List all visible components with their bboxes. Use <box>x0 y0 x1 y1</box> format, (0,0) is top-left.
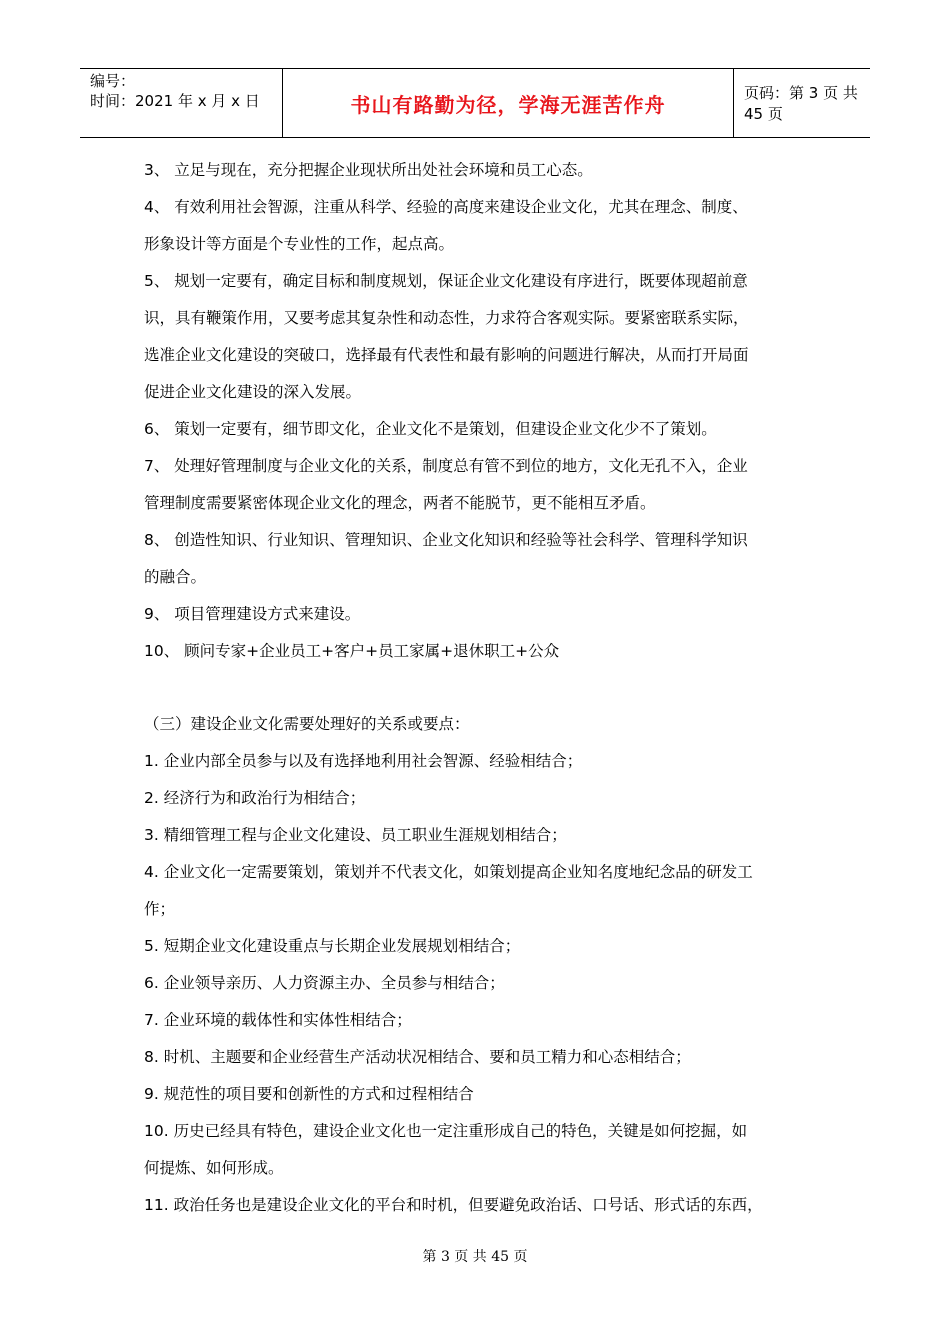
motto-text: 书山有路勤为径，学海无涯苦作舟 <box>350 92 666 117</box>
code-label: 编号： <box>90 72 136 90</box>
text-line: 4、 有效利用社会智源，注重从科学、经验的高度来建设企业文化，尤其在理念、制度、 <box>144 198 748 216</box>
text-line: 10、 顾问专家+企业员工+客户+员工家属+退休职工+公众 <box>144 642 560 660</box>
text-line: 6. 企业领导亲历、人力资源主办、全员参与相结合； <box>144 974 505 992</box>
header-page-info <box>734 69 870 137</box>
document-body <box>144 152 814 1224</box>
text-line: 3、 立足与现在，充分把握企业现状所出处社会环境和员工心态。 <box>144 161 593 179</box>
text-line: 5、 规划一定要有，确定目标和制度规划，保证企业文化建设有序进行，既要体现超前意 <box>144 272 748 290</box>
time-label: 时间：2021 年 x 月 x 日 <box>90 92 260 110</box>
text-line: 选准企业文化建设的突破口，选择最有代表性和最有影响的问题进行解决，从而打开局面 <box>144 346 749 364</box>
text-line: 形象设计等方面是个专业性的工作，起点高。 <box>144 235 455 253</box>
text-line: 何提炼、如何形成。 <box>144 1159 284 1177</box>
page-header <box>80 68 870 138</box>
text-line: 识，具有鞭策作用，又要考虑其复杂性和动态性，力求符合客观实际。要紧密联系实际， <box>144 309 749 327</box>
text-line: 9、 项目管理建设方式来建设。 <box>144 605 361 623</box>
text-line: 2. 经济行为和政治行为相结合； <box>144 789 366 807</box>
text-line: （三）建设企业文化需要处理好的关系或要点： <box>144 715 470 733</box>
text-line: 6、 策划一定要有，细节即文化，企业文化不是策划，但建设企业文化少不了策划。 <box>144 420 717 438</box>
page-footer: 第 3 页 共 45 页 <box>422 1249 528 1265</box>
text-line: 作； <box>144 900 176 918</box>
text-line: 4. 企业文化一定需要策划，策划并不代表文化，如策划提高企业知名度地纪念品的研发工 <box>144 863 753 881</box>
text-line: 7、 处理好管理制度与企业文化的关系，制度总有管不到位的地方，文化无孔不入，企业 <box>144 457 748 475</box>
text-line: 管理制度需要紧密体现企业文化的理念，两者不能脱节，更不能相互矛盾。 <box>144 494 656 512</box>
text-line: 3. 精细管理工程与企业文化建设、员工职业生涯规划相结合； <box>144 826 567 844</box>
text-line: 促进企业文化建设的深入发展。 <box>144 383 362 401</box>
text-line: 11. 政治任务也是建设企业文化的平台和时机，但要避免政治话、口号话、形式话的东西， <box>144 1196 763 1214</box>
text-line: 1. 企业内部全员参与以及有选择地利用社会智源、经验相结合； <box>144 752 583 770</box>
page-info-text: 页码：第 3 页 共 45 页 <box>744 84 858 123</box>
text-line: 8、 创造性知识、行业知识、管理知识、企业文化知识和经验等社会科学、管理科学知识 <box>144 531 748 549</box>
text-line: 7. 企业环境的载体性和实体性相结合； <box>144 1011 412 1029</box>
text-line: 9. 规范性的项目要和创新性的方式和过程相结合 <box>144 1085 474 1103</box>
header-meta <box>80 69 282 137</box>
text-line: 5. 短期企业文化建设重点与长期企业发展规划相结合； <box>144 937 521 955</box>
blank-line <box>144 670 814 706</box>
text-line: 的融合。 <box>144 568 207 586</box>
text-line: 10. 历史已经具有特色，建设企业文化也一定注重形成自己的特色，关键是如何挖掘，如 <box>144 1122 748 1140</box>
header-motto-cell <box>282 69 734 137</box>
text-line: 8. 时机、主题要和企业经营生产活动状况相结合、要和员工精力和心态相结合； <box>144 1048 691 1066</box>
